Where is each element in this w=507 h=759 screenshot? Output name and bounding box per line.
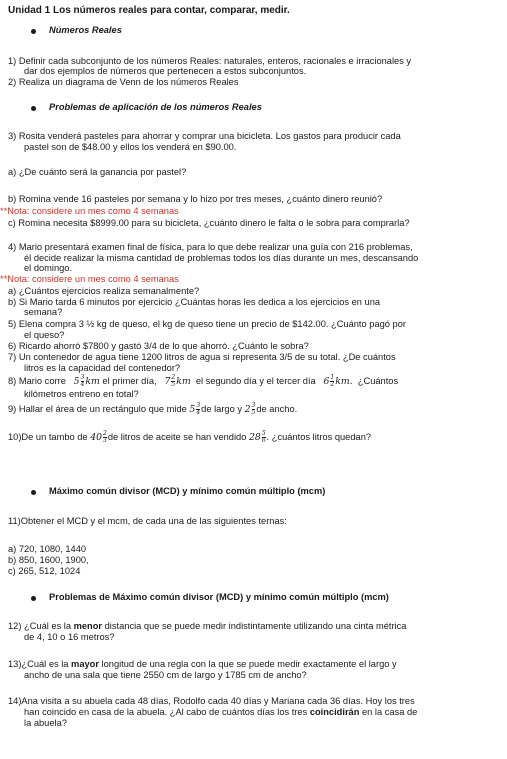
problem-3b: b) Romina vende 16 pasteles por semana y lo hizo por tres meses, ¿cuánto dinero reunió? (8, 194, 383, 204)
problem-12-line-1: 12) ¿Cuál es la menor distancia que se puede medir indistintamente utilizando una cinta métrica (8, 621, 407, 631)
problem-13-line-1: 13)¿Cuál es la mayor longitud de una regla con la que se puede medir exactamente el largo y (8, 659, 397, 669)
problem-1-line-2: dar dos ejemplos de números que pertenecen a estos subconjuntos. (24, 66, 307, 76)
problem-13-line-2: ancho de una sala que tiene 2550 cm de largo y 1785 cm de ancho? (24, 670, 307, 680)
problem-12-line-2: de 4, 10 o 16 metros? (24, 632, 115, 642)
mixed-number: 7 $\frac{2}{5}$ km (164, 374, 191, 388)
problem-4-line-1: 4) Mario presentará examen final de física, para lo que debe realizar una guía con 216 problemas, (8, 242, 413, 252)
problem-1-line-1: 1) Definir cada subconjunto de los números Reales: naturales, enteros, racionales e irracionales y (8, 56, 412, 66)
problem-4-line-3: el domingo. (24, 263, 73, 273)
problem-11c: c) 265, 512, 1024 (8, 566, 81, 576)
problem-14-line-1: 14)Ana visita a su abuela cada 48 días, Rodolfo cada 40 días y Mariana cada 36 días. Hoy los tres (8, 696, 415, 706)
problem-14-line-3: la abuela? (24, 718, 67, 728)
problem-4b-line-2: semana? (24, 307, 63, 317)
section-heading-problemas-aplicacion: Problemas de aplicación de los números Reales (49, 102, 262, 112)
mixed-number: 6 $\frac{1}{2}$ km. (323, 374, 353, 388)
problem-6: 6) Ricardo ahorró $7800 y gastó 3/4 de lo que ahorró. ¿Cuánto le sobra? (8, 341, 309, 351)
mixed-number: 5 $\frac{3}{4}$ km (73, 374, 100, 388)
section-heading-mcd-mcm: Máximo común divisor (MCD) y mínimo común múltiplo (mcm) (49, 486, 326, 496)
problem-7-line-1: 7) Un contenedor de agua tiene 1200 litros de agua si representa 3/5 de su total. ¿De cuántos (8, 352, 396, 362)
problem-3-line-1: 3) Rosita venderá pasteles para ahorrar y comprar una bicicleta. Los gastos para producir cada (8, 131, 401, 141)
problem-3a: a) ¿De cuánto será la ganancia por pastel? (8, 167, 187, 177)
problem-10: 10)De un tambo de 40 $\frac{2}{3}$ de litros de aceite se han vendido 28 $\frac{5}{6}$ . ¿cuántos litros quedan? (8, 430, 372, 444)
problem-2: 2) Realiza un diagrama de Venn de los números Reales (8, 77, 239, 87)
problem-5-line-2: el queso? (24, 330, 65, 340)
section-heading-numeros-reales: Números Reales (49, 25, 122, 35)
problem-7-line-2: litros es la capacidad del contenedor? (24, 363, 181, 373)
problem-4a: a) ¿Cuántos ejercicios realiza semanalmente? (8, 286, 200, 296)
note-2: **Nota: considere un mes como 4 semanas (0, 274, 179, 284)
problem-3c: c) Romina necesita $8999.00 para su bicicleta, ¿cuánto dinero le falta o le sobra para comprarla? (8, 218, 410, 228)
problem-4-line-2: él decide realizar la misma cantidad de problemas todos los días durante un mes, descansando (24, 253, 419, 263)
problem-5-line-1: 5) Elena compra 3 ½ kg de queso, el kg de queso tiene un precio de $142.00. ¿Cuánto pagó por (8, 319, 406, 329)
mixed-number: 5 $\frac{3}{4}$ (189, 402, 201, 416)
bullet-icon (31, 29, 36, 34)
problem-8-line-2: kilómetros entreno en total? (24, 389, 139, 399)
document-title: Unidad 1 Los números reales para contar, comparar, medir. (8, 5, 290, 16)
mixed-number: 28 $\frac{5}{6}$ (248, 430, 266, 444)
note-1: **Nota: considere un mes como 4 semanas (0, 206, 179, 216)
problem-4b-line-1: b) Si Mario tarda 6 minutos por ejercicio ¿Cuántas horas les dedica a los ejercicios en una (8, 297, 381, 307)
problem-9: 9) Hallar el área de un rectángulo que mide 5 $\frac{3}{4}$ de largo y 2 $\frac{3}{5}$ de ancho. (8, 402, 298, 416)
problem-3-line-2: pastel son de $48.00 y ellos los venderá en $90.00. (24, 142, 237, 152)
bullet-icon (31, 490, 36, 495)
problem-8-line-1: 8) Mario corre 5 $\frac{3}{4}$ km el primer día, 7 $\frac{2}{5}$ km el segundo día y el tercer día 6 $\frac{1}{2}$ km. ¿Cuántos (8, 374, 399, 388)
mixed-number: 2 $\frac{3}{5}$ (244, 402, 256, 416)
problem-14-line-2: han coincido en casa de la abuela. ¿Al cabo de cuántos días los tres coincidirán en la casa de (24, 707, 418, 717)
bullet-icon (31, 106, 36, 111)
problem-11a: a) 720, 1080, 1440 (8, 544, 87, 554)
mixed-number: 40 $\frac{2}{3}$ (90, 430, 107, 444)
problem-11: 11)Obtener el MCD y el mcm, de cada una de las siguientes ternas: (8, 516, 287, 526)
bullet-icon (31, 596, 36, 601)
problem-11b: b) 850, 1600, 1900, (8, 555, 89, 565)
section-heading-problemas-mcd-mcm: Problemas de Máximo común divisor (MCD) y mínimo común múltiplo (mcm) (49, 592, 389, 602)
